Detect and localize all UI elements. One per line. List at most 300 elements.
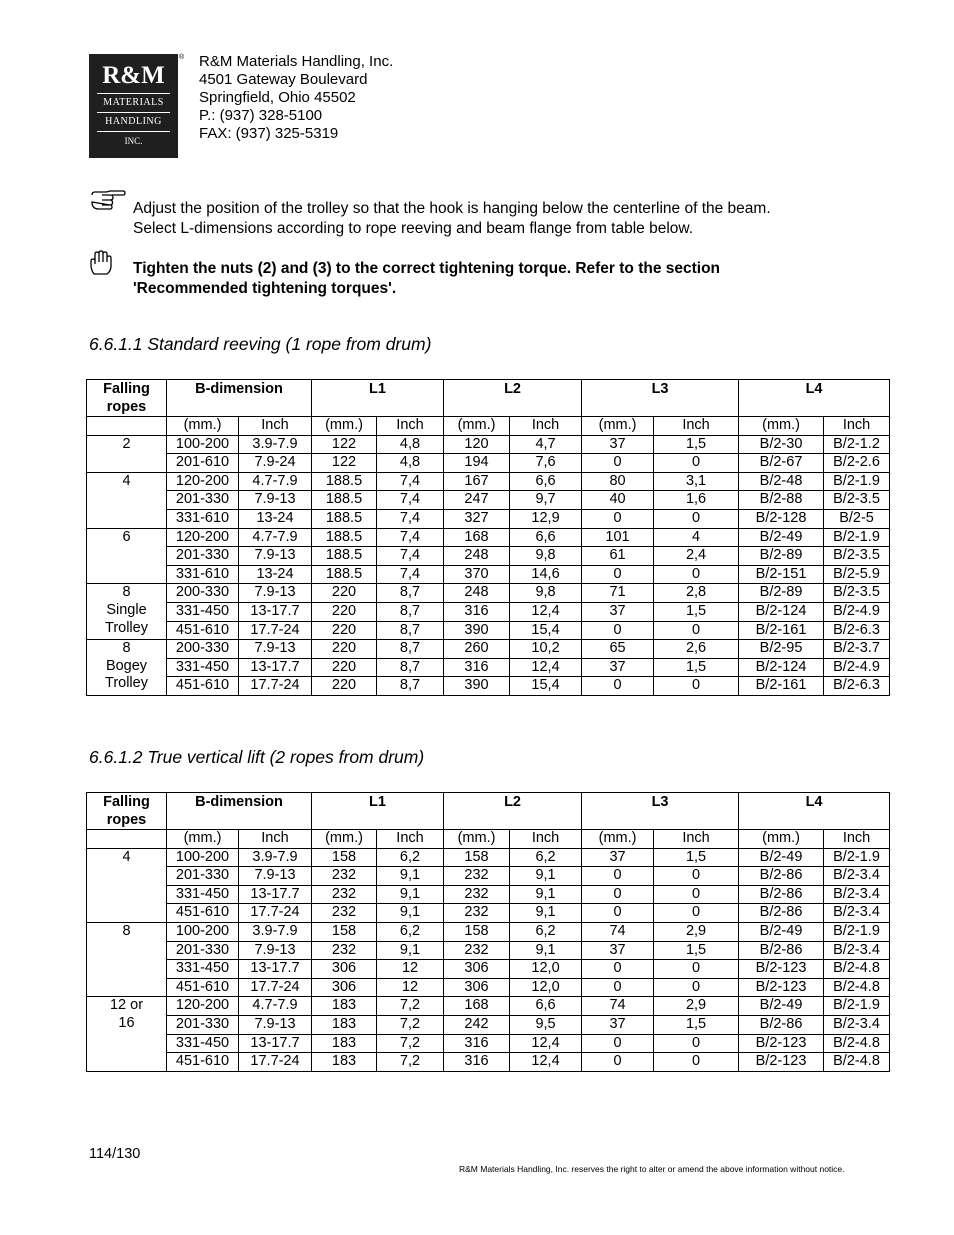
table-cell: 4.7-7.9 — [239, 997, 312, 1016]
table-cell: B/2-128 — [739, 509, 824, 528]
table-cell: B/2-3.4 — [824, 885, 890, 904]
table-cell: 37 — [582, 435, 654, 454]
table-cell: 168 — [444, 528, 510, 547]
table-cell: 9,1 — [377, 885, 444, 904]
l2-header: L2 — [444, 380, 582, 417]
table-cell: 194 — [444, 454, 510, 473]
table-cell: 7,6 — [510, 454, 582, 473]
table-cell: 2,4 — [654, 547, 739, 566]
table-cell: B/2-3.5 — [824, 491, 890, 510]
unit-mm: (mm.) — [739, 417, 824, 436]
table-cell: 0 — [654, 677, 739, 696]
table-cell: 201-330 — [167, 547, 239, 566]
falling-ropes-header-line2: ropes — [106, 812, 147, 828]
table-cell: B/2-5.9 — [824, 565, 890, 584]
table-cell: 13-17.7 — [239, 1034, 312, 1053]
table-cell: 0 — [582, 960, 654, 979]
table-cell: 7.9-13 — [239, 640, 312, 659]
table-row — [87, 547, 890, 566]
table-cell: 3.9-7.9 — [239, 848, 312, 867]
falling-ropes-label: 8 — [122, 584, 131, 601]
table-row — [87, 941, 890, 960]
l4-header: L4 — [739, 793, 890, 830]
unit-inch: Inch — [239, 417, 312, 436]
logo-line-inc: INC. — [124, 136, 143, 146]
table-cell: 9,7 — [510, 491, 582, 510]
unit-mm: (mm.) — [582, 830, 654, 849]
table-cell: 7,4 — [377, 491, 444, 510]
table-cell: B/2-4.8 — [824, 960, 890, 979]
table-cell: 12,0 — [510, 960, 582, 979]
table-cell: 120-200 — [167, 472, 239, 491]
table-cell: 0 — [654, 1034, 739, 1053]
table-cell: 6,2 — [510, 848, 582, 867]
table-row — [87, 509, 890, 528]
table-cell: B/2-1.9 — [824, 848, 890, 867]
logo-rule — [97, 112, 170, 113]
table-cell: 40 — [582, 491, 654, 510]
table-cell: 0 — [582, 565, 654, 584]
table-cell: 9,1 — [510, 885, 582, 904]
unit-inch: Inch — [510, 830, 582, 849]
header-row — [87, 380, 890, 417]
table-cell: 232 — [444, 941, 510, 960]
table-cell: B/2-4.8 — [824, 1053, 890, 1072]
units-blank-cell — [87, 417, 167, 436]
table-cell: B/2-1.9 — [824, 922, 890, 941]
table-cell: 232 — [312, 941, 377, 960]
table-cell: 220 — [312, 621, 377, 640]
table-cell: B/2-1.2 — [824, 435, 890, 454]
table-cell: 7.9-24 — [239, 454, 312, 473]
table-cell: 10,2 — [510, 640, 582, 659]
table-cell: 247 — [444, 491, 510, 510]
section-heading-true-vertical-lift: 6.6.1.2 True vertical lift (2 ropes from drum) — [89, 747, 425, 767]
table-row — [87, 584, 890, 603]
table-cell: 183 — [312, 997, 377, 1016]
unit-mm: (mm.) — [444, 417, 510, 436]
table-cell: 101 — [582, 528, 654, 547]
table-cell: 120-200 — [167, 528, 239, 547]
falling-ropes-cell — [87, 435, 167, 472]
table-cell: 13-24 — [239, 565, 312, 584]
table-cell: 2,8 — [654, 584, 739, 603]
table-cell: 8,7 — [377, 640, 444, 659]
table-cell: 0 — [654, 960, 739, 979]
table-cell: 4.7-7.9 — [239, 528, 312, 547]
table-cell: 370 — [444, 565, 510, 584]
table-cell: 0 — [654, 621, 739, 640]
table-cell: 1,5 — [654, 602, 739, 621]
table-cell: 220 — [312, 602, 377, 621]
table-cell: 331-450 — [167, 885, 239, 904]
note-adjust-line1: Adjust the position of the trolley so that the hook is hanging below the centerline of the beam. — [133, 200, 771, 217]
table-cell: 260 — [444, 640, 510, 659]
table-cell: 61 — [582, 547, 654, 566]
unit-inch: Inch — [239, 830, 312, 849]
table-cell: 201-330 — [167, 867, 239, 886]
table-row — [87, 1053, 890, 1072]
table-cell: B/2-30 — [739, 435, 824, 454]
logo-rule — [97, 131, 170, 132]
table-cell: 188.5 — [312, 547, 377, 566]
table-cell: 0 — [654, 565, 739, 584]
unit-inch: Inch — [377, 417, 444, 436]
table-cell: B/2-4.8 — [824, 978, 890, 997]
table-cell: 6,2 — [377, 922, 444, 941]
units-blank-cell — [87, 830, 167, 849]
table-cell: 12,4 — [510, 658, 582, 677]
units-row — [87, 417, 890, 436]
table-cell: 331-450 — [167, 1034, 239, 1053]
table-row — [87, 978, 890, 997]
table-cell: B/2-88 — [739, 491, 824, 510]
table-cell: 37 — [582, 602, 654, 621]
table-cell: 17.7-24 — [239, 1053, 312, 1072]
table-cell: B/2-3.5 — [824, 547, 890, 566]
falling-ropes-header-line2: ropes — [106, 399, 147, 415]
falling-ropes-cell — [87, 584, 167, 640]
table-cell: 232 — [444, 885, 510, 904]
table-cell: B/2-124 — [739, 658, 824, 677]
table-cell: 0 — [582, 885, 654, 904]
unit-mm: (mm.) — [312, 417, 377, 436]
table-cell: 7,4 — [377, 472, 444, 491]
true-vertical-lift-table — [86, 792, 890, 1072]
table-cell: 13-17.7 — [239, 602, 312, 621]
l2-header: L2 — [444, 793, 582, 830]
table-cell: 12 — [377, 960, 444, 979]
table-cell: 9,1 — [377, 867, 444, 886]
table-cell: 2,6 — [654, 640, 739, 659]
table-cell: 7,4 — [377, 565, 444, 584]
units-row — [87, 830, 890, 849]
table-cell: B/2-86 — [739, 1015, 824, 1034]
table-cell: 65 — [582, 640, 654, 659]
logo-rule — [97, 93, 170, 94]
company-address — [199, 53, 393, 143]
table-cell: 80 — [582, 472, 654, 491]
table-row — [87, 621, 890, 640]
table-cell: 9,8 — [510, 584, 582, 603]
table-cell: 7,4 — [377, 509, 444, 528]
table-cell: 168 — [444, 997, 510, 1016]
table-cell: 232 — [312, 904, 377, 923]
table-cell: 0 — [654, 1053, 739, 1072]
falling-ropes-label: 16 — [118, 1014, 135, 1031]
unit-inch: Inch — [654, 830, 739, 849]
table-row — [87, 454, 890, 473]
table-cell: 188.5 — [312, 528, 377, 547]
note-adjust — [133, 199, 771, 239]
table-cell: B/2-2.6 — [824, 454, 890, 473]
table-cell: 15,4 — [510, 621, 582, 640]
note-tighten-line1: Tighten the nuts (2) and (3) to the correct tightening torque. Refer to the section — [133, 260, 721, 277]
falling-ropes-label: Single — [106, 601, 147, 618]
table-cell: 6,2 — [377, 848, 444, 867]
table-cell: 37 — [582, 941, 654, 960]
table-cell: 0 — [582, 867, 654, 886]
table-cell: 0 — [582, 1053, 654, 1072]
table-cell: B/2-123 — [739, 960, 824, 979]
table-cell: 12,4 — [510, 1034, 582, 1053]
table-cell: B/2-4.9 — [824, 658, 890, 677]
falling-ropes-label: 4 — [122, 848, 131, 865]
table-cell: 1,6 — [654, 491, 739, 510]
company-phone: P.: (937) 328-5100 — [199, 107, 323, 124]
table-cell: 0 — [582, 621, 654, 640]
table-cell: 248 — [444, 547, 510, 566]
company-city: Springfield, Ohio 45502 — [199, 89, 356, 106]
table-row — [87, 491, 890, 510]
table-cell: 120-200 — [167, 997, 239, 1016]
table-cell: 8,7 — [377, 658, 444, 677]
table-cell: 7,4 — [377, 528, 444, 547]
l3-header: L3 — [582, 793, 739, 830]
table-cell: 188.5 — [312, 565, 377, 584]
table-cell: 6,6 — [510, 528, 582, 547]
table-cell: 183 — [312, 1053, 377, 1072]
table-cell: 158 — [312, 922, 377, 941]
table-cell: 220 — [312, 658, 377, 677]
table-cell: 37 — [582, 848, 654, 867]
table-cell: 232 — [312, 867, 377, 886]
table-cell: 0 — [654, 904, 739, 923]
falling-ropes-cell — [87, 997, 167, 1071]
table-cell: 0 — [582, 509, 654, 528]
unit-inch: Inch — [377, 830, 444, 849]
company-fax: FAX: (937) 325-5319 — [199, 125, 339, 142]
logo-line-handling: HANDLING — [105, 116, 162, 127]
table-cell: 451-610 — [167, 904, 239, 923]
falling-ropes-header — [87, 793, 167, 830]
table-cell: 1,5 — [654, 941, 739, 960]
table-cell: 12,9 — [510, 509, 582, 528]
table-cell: 0 — [582, 978, 654, 997]
table-cell: 390 — [444, 621, 510, 640]
table-cell: 232 — [312, 885, 377, 904]
table-row — [87, 997, 890, 1016]
table-cell: 7.9-13 — [239, 491, 312, 510]
table-cell: 8,7 — [377, 677, 444, 696]
table-row — [87, 435, 890, 454]
table-cell: B/2-49 — [739, 528, 824, 547]
table-cell: 9,1 — [510, 867, 582, 886]
table-row — [87, 602, 890, 621]
table-cell: 1,5 — [654, 1015, 739, 1034]
table-cell: 4,8 — [377, 435, 444, 454]
table-cell: B/2-89 — [739, 584, 824, 603]
table-cell: 7.9-13 — [239, 941, 312, 960]
table-cell: 0 — [582, 1034, 654, 1053]
table-cell: B/2-67 — [739, 454, 824, 473]
table-cell: 9,5 — [510, 1015, 582, 1034]
table-cell: 12,4 — [510, 602, 582, 621]
table-cell: 120 — [444, 435, 510, 454]
header-row — [87, 793, 890, 830]
table-cell: B/2-86 — [739, 904, 824, 923]
table-cell: B/2-3.4 — [824, 1015, 890, 1034]
table-cell: 37 — [582, 1015, 654, 1034]
table-cell: 0 — [582, 904, 654, 923]
table-cell: 7.9-13 — [239, 867, 312, 886]
table-cell: 188.5 — [312, 491, 377, 510]
table-cell: 6,6 — [510, 472, 582, 491]
table-cell: 331-450 — [167, 602, 239, 621]
table-cell: 8,7 — [377, 584, 444, 603]
table-cell: 14,6 — [510, 565, 582, 584]
falling-ropes-cell — [87, 848, 167, 922]
table-cell: 9,1 — [377, 904, 444, 923]
table-cell: 7,2 — [377, 1053, 444, 1072]
falling-ropes-label: 8 — [122, 640, 131, 657]
table-cell: B/2-123 — [739, 978, 824, 997]
table-cell: 158 — [444, 922, 510, 941]
table-cell: 232 — [444, 904, 510, 923]
falling-ropes-cell — [87, 922, 167, 996]
unit-mm: (mm.) — [312, 830, 377, 849]
table-cell: B/2-48 — [739, 472, 824, 491]
note-tighten-line2: 'Recommended tightening torques'. — [133, 280, 397, 297]
unit-mm: (mm.) — [739, 830, 824, 849]
falling-ropes-label: Trolley — [105, 675, 148, 692]
table-cell: B/2-1.9 — [824, 472, 890, 491]
falling-ropes-header-line1: Falling — [103, 794, 150, 810]
table-cell: B/2-86 — [739, 885, 824, 904]
table-cell: 0 — [654, 509, 739, 528]
table-row — [87, 640, 890, 659]
table-cell: 306 — [312, 978, 377, 997]
table-cell: 74 — [582, 922, 654, 941]
table-cell: 306 — [444, 960, 510, 979]
falling-ropes-label: 2 — [122, 435, 131, 452]
table-row — [87, 904, 890, 923]
table-cell: B/2-3.5 — [824, 584, 890, 603]
table-cell: 0 — [654, 867, 739, 886]
falling-ropes-label: 4 — [122, 472, 131, 489]
table-row — [87, 848, 890, 867]
table-row — [87, 658, 890, 677]
unit-mm: (mm.) — [444, 830, 510, 849]
table-cell: B/2-6.3 — [824, 677, 890, 696]
table-cell: 201-330 — [167, 491, 239, 510]
table-cell: 451-610 — [167, 677, 239, 696]
falling-ropes-cell — [87, 528, 167, 584]
table-cell: B/2-124 — [739, 602, 824, 621]
table-cell: B/2-6.3 — [824, 621, 890, 640]
table-cell: 316 — [444, 602, 510, 621]
table-cell: 158 — [312, 848, 377, 867]
table-cell: 316 — [444, 1034, 510, 1053]
table-cell: B/2-95 — [739, 640, 824, 659]
unit-inch: Inch — [510, 417, 582, 436]
table-cell: 331-610 — [167, 565, 239, 584]
table-cell: 451-610 — [167, 978, 239, 997]
table-cell: 8,7 — [377, 602, 444, 621]
registered-mark: ® — [179, 54, 185, 61]
table-cell: 17.7-24 — [239, 677, 312, 696]
table-cell: 167 — [444, 472, 510, 491]
table-cell: 17.7-24 — [239, 904, 312, 923]
table-cell: B/2-49 — [739, 848, 824, 867]
l4-header: L4 — [739, 380, 890, 417]
table-row — [87, 565, 890, 584]
table-cell: 37 — [582, 658, 654, 677]
table-cell: 201-330 — [167, 941, 239, 960]
table-cell: B/2-3.4 — [824, 904, 890, 923]
table-cell: B/2-49 — [739, 997, 824, 1016]
company-logo — [89, 54, 178, 158]
table-cell: 7.9-13 — [239, 1015, 312, 1034]
table-cell: 248 — [444, 584, 510, 603]
falling-ropes-header-line1: Falling — [103, 381, 150, 397]
note-adjust-line2: Select L-dimensions according to rope reeving and beam flange from table below. — [133, 220, 694, 237]
table-cell: 390 — [444, 677, 510, 696]
table-cell: 200-330 — [167, 584, 239, 603]
l1-header: L1 — [312, 380, 444, 417]
table-cell: 232 — [444, 867, 510, 886]
table-cell: 220 — [312, 640, 377, 659]
table-cell: 183 — [312, 1015, 377, 1034]
table-cell: B/2-89 — [739, 547, 824, 566]
table-cell: 12,4 — [510, 1053, 582, 1072]
table-row — [87, 677, 890, 696]
table-cell: 188.5 — [312, 509, 377, 528]
table-row — [87, 885, 890, 904]
table-cell: 6,6 — [510, 997, 582, 1016]
table-cell: 201-610 — [167, 454, 239, 473]
page-number: 114/130 — [89, 1146, 141, 1162]
unit-inch: Inch — [654, 417, 739, 436]
table-cell: 4 — [654, 528, 739, 547]
table-cell: B/2-161 — [739, 621, 824, 640]
table-cell: 331-450 — [167, 960, 239, 979]
table-cell: 0 — [582, 677, 654, 696]
table-cell: B/2-3.4 — [824, 941, 890, 960]
standard-reeving-table — [86, 379, 890, 696]
falling-ropes-cell — [87, 640, 167, 696]
table-cell: 188.5 — [312, 472, 377, 491]
table-cell: 100-200 — [167, 922, 239, 941]
table-cell: 4,7 — [510, 435, 582, 454]
table-cell: 220 — [312, 677, 377, 696]
table-cell: 3.9-7.9 — [239, 922, 312, 941]
table-cell: B/2-161 — [739, 677, 824, 696]
table-cell: B/2-1.9 — [824, 997, 890, 1016]
table-cell: 100-200 — [167, 435, 239, 454]
table-cell: B/2-123 — [739, 1034, 824, 1053]
unit-mm: (mm.) — [582, 417, 654, 436]
table-cell: B/2-4.9 — [824, 602, 890, 621]
note-tighten — [133, 259, 720, 299]
table-cell: 0 — [654, 885, 739, 904]
logo-line-materials: MATERIALS — [103, 97, 164, 108]
table-cell: 3.9-7.9 — [239, 435, 312, 454]
table-cell: 13-17.7 — [239, 960, 312, 979]
table-cell: 0 — [654, 978, 739, 997]
table-row — [87, 1034, 890, 1053]
table-cell: 331-610 — [167, 509, 239, 528]
raised-hand-icon — [88, 250, 114, 276]
table-cell: B/2-86 — [739, 867, 824, 886]
b-dimension-header: B-dimension — [167, 793, 312, 830]
table-cell: 201-330 — [167, 1015, 239, 1034]
table-cell: 0 — [582, 454, 654, 473]
table-row — [87, 472, 890, 491]
table-cell: B/2-123 — [739, 1053, 824, 1072]
table-cell: 13-17.7 — [239, 658, 312, 677]
table-cell: 15,4 — [510, 677, 582, 696]
